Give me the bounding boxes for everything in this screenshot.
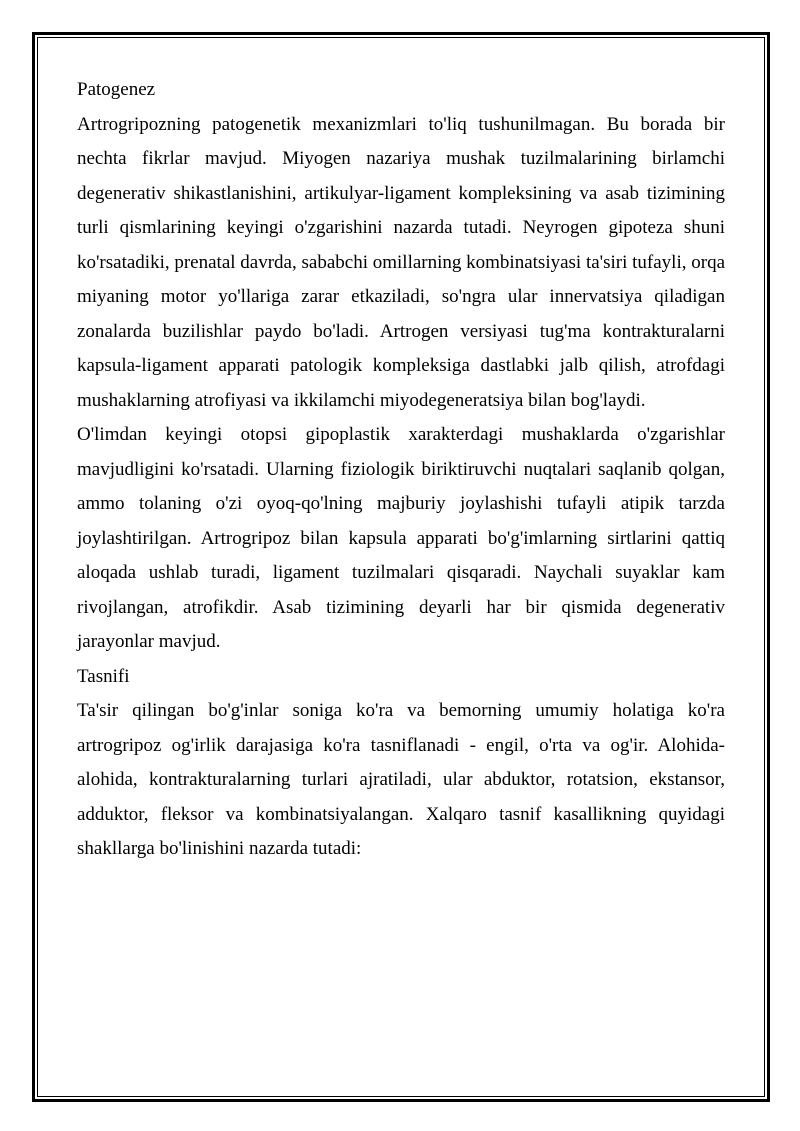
- paragraph-tasnifi-1: Ta'sir qilingan bo'g'inlar soniga ko'ra va bemorning umumiy holatiga ko'ra artrogripoz og'irlik darajasiga ko'ra tasniflanadi - engil, o'rta va og'ir. Alohida-alohida, kontrakturalarning turlari ajratiladi, ular abduktor, rotatsion, ekstansor, adduktor, fleksor va kombinatsiyalangan. Xalqaro tasnif kasallikning quyidagi shakllarga bo'linishini nazarda tutadi:: [77, 700, 725, 859]
- paragraph-patogenez-2: O'limdan keyingi otopsi gipoplastik xarakterdagi mushaklarda o'zgarishlar mavjudligini ko'rsatadi. Ularning fiziologik biriktiruvchi nuqtalari saqlanib qolgan, ammo tolaning o'zi oyoq-qo'lning majburiy joylashishi tufayli atipik tarzda joylashtirilgan. Artrogripoz bilan kapsula apparati bo'g'imlarning sirtlarini qattiq aloqada ushlab turadi, ligament tuzilmalari qisqaradi. Naychali suyaklar kam rivojlangan, atrofikdir. Asab tizimining deyarli har bir qismida degenerativ jarayonlar mavjud.: [77, 424, 725, 652]
- section-heading-tasnifi: Tasnifi: [77, 665, 130, 687]
- paragraph-patogenez-1: Artrogripozning patogenetik mexanizmlari to'liq tushunilmagan. Bu borada bir nechta fikrlar mavjud. Miyogen nazariya mushak tuzilmalarining birlamchi degenerativ shikastlanishini, artikulyar-ligament kompleksining va asab tizimining turli qismlarining keyingi o'zgarishini nazarda tutadi. Neyrogen gipoteza shuni ko'rsatadiki, prenatal davrda, sababchi omillarning kombinatsiyasi ta'siri tufayli, orqa miyaning motor yo'llariga zarar etkaziladi, so'ngra ular innervatsiya qiladigan zonalarda buzilishlar paydo bo'ladi. Artrogen versiyasi tug'ma kontrakturalarni kapsula-ligament apparati patologik kompleksiga dastlabki jalb qilish, atrofdagi mushaklarning atrofiyasi va ikkilamchi miyodegeneratsiya bilan bog'laydi.: [77, 113, 725, 411]
- section-heading-patogenez: Patogenez: [77, 79, 156, 100]
- document-body: [77, 73, 725, 867]
